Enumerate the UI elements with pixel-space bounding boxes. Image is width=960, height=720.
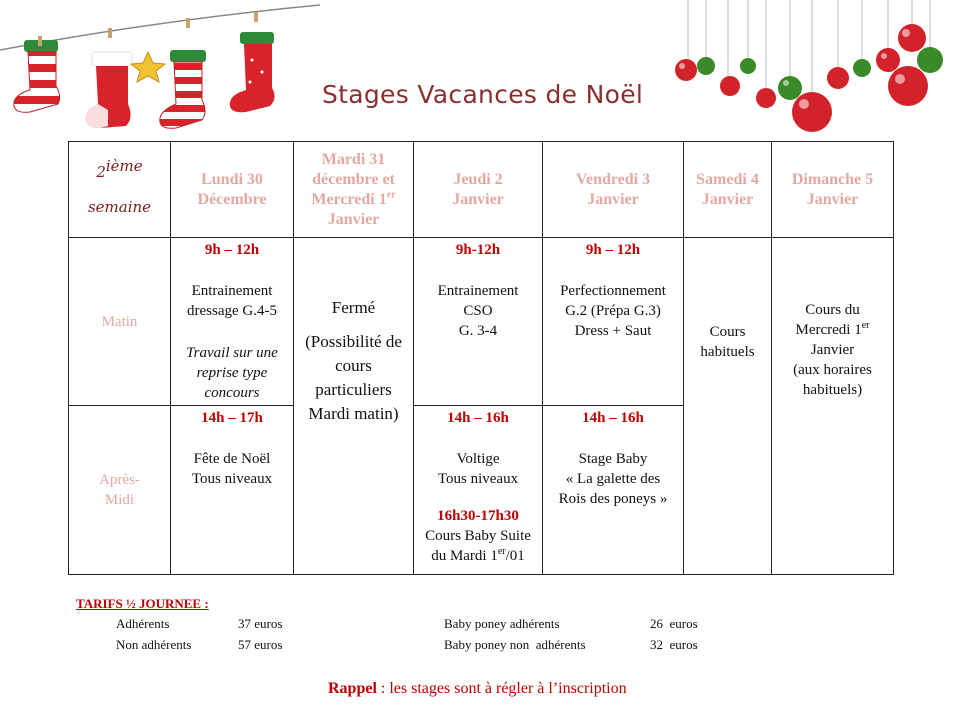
tarif-price: 32 euros	[650, 637, 698, 652]
cell-sunday: Cours du Mercredi 1er Janvier (aux horaires habituels)	[772, 238, 894, 575]
ornaments	[0, 0, 960, 140]
reminder-label: Rappel	[328, 680, 377, 697]
cell-thursday-morning: 9h-12h Entrainement CSO G. 3-4	[414, 238, 543, 406]
page-title: Stages Vacances de Noël	[322, 80, 644, 109]
tarif-label: Adhérents	[116, 616, 170, 631]
schedule-table	[68, 141, 894, 575]
cell-thursday-afternoon: 14h – 16h Voltige Tous niveaux 16h30-17h30 Cours Baby Suite du Mardi 1er/01	[414, 406, 543, 575]
tarif-label: Non adhérents	[116, 637, 192, 652]
cell-friday-morning: 9h – 12h Perfectionnement G.2 (Prépa G.3) Dress + Saut	[543, 238, 684, 406]
morning-row	[69, 238, 894, 406]
day-header: Lundi 30 Décembre	[171, 142, 294, 238]
day-header: Jeudi 2 Janvier	[414, 142, 543, 238]
day-header: Samedi 4 Janvier	[684, 142, 772, 238]
day-header: Dimanche 5 Janvier	[772, 142, 894, 238]
cell-friday-afternoon: 14h – 16h Stage Baby « La galette des Rois des poneys »	[543, 406, 684, 575]
week-label: 2ième semaine	[69, 142, 171, 238]
row-label-morning: Matin	[69, 238, 171, 406]
cell-saturday: Cours habituels	[684, 238, 772, 575]
tarif-price: 57 euros	[238, 637, 283, 652]
cell-monday-morning: 9h – 12h Entrainement dressage G.4-5 Travail sur une reprise type concours	[171, 238, 294, 406]
row-label-afternoon: Après- Midi	[69, 406, 171, 575]
tarif-price: 37 euros	[238, 616, 283, 631]
tarif-price: 26 euros	[650, 616, 698, 631]
cell-tuesday-wednesday: Fermé (Possibilité de cours particuliers Mardi matin)	[294, 238, 414, 575]
day-header: Vendredi 3 Janvier	[543, 142, 684, 238]
tarifs-section	[76, 596, 209, 612]
cell-monday-afternoon: 14h – 17h Fête de Noël Tous niveaux	[171, 406, 294, 575]
day-header: Mardi 31 décembre et Mercredi 1er Janvier	[294, 142, 414, 238]
table-header-row	[69, 142, 894, 238]
tarif-label: Baby poney adhérents	[444, 616, 560, 631]
reminder-note	[328, 680, 627, 698]
reminder-text: : les stages sont à régler à l’inscription	[376, 680, 627, 697]
tarifs-title: TARIFS ½ JOURNEE :	[76, 596, 209, 611]
tarif-label: Baby poney non adhérents	[444, 637, 586, 652]
